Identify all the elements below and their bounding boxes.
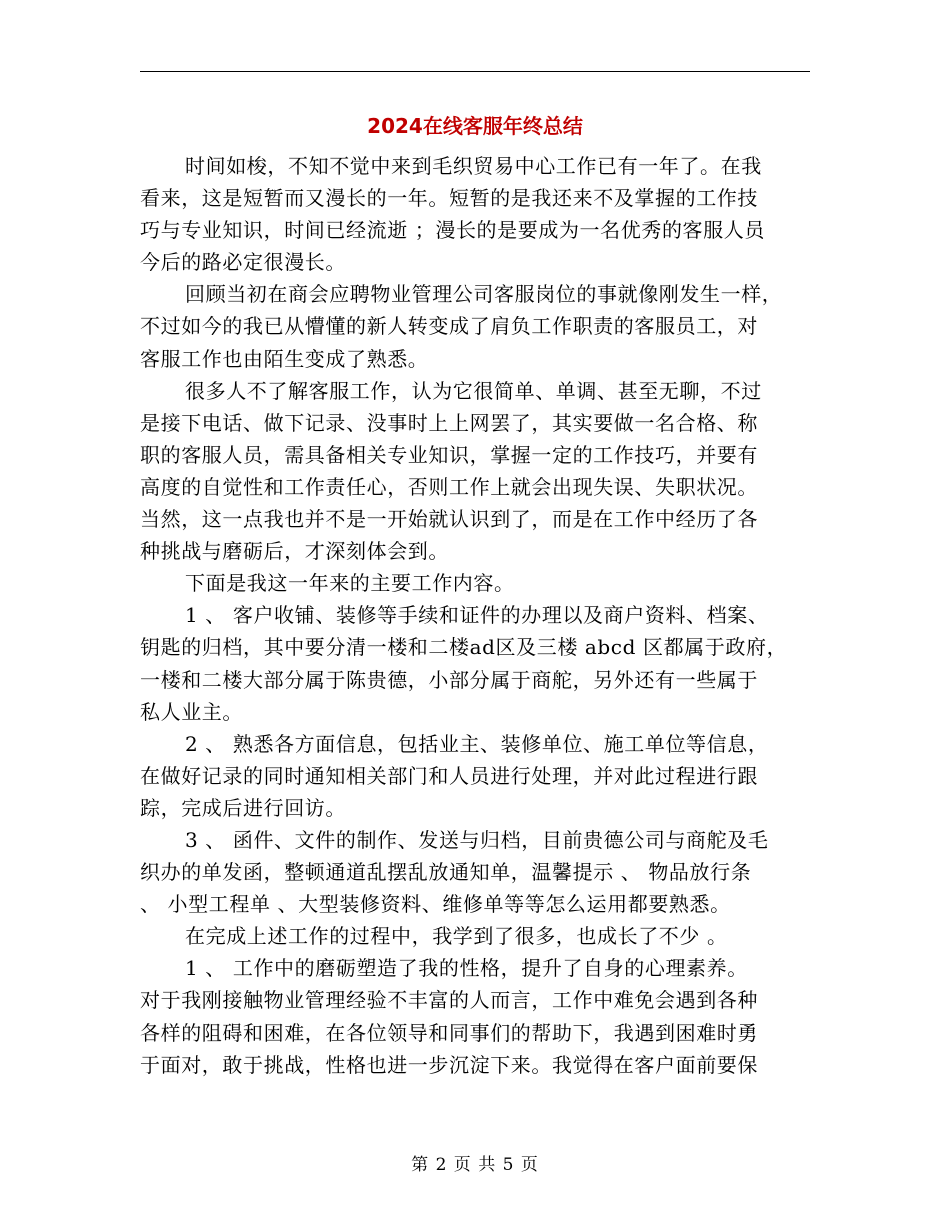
body-line: 是接下电话、做下记录、没事时上上网罢了，其实要做一名合格、称 [140,410,758,435]
body-line: 踪，完成后进行回访。 [140,795,346,820]
body-line: 钥匙的归档，其中要分清一楼和二楼ad区及三楼 abcd 区都属于政府， [140,635,788,660]
body-line: 下面是我这一年来的主要工作内容。 [185,571,515,596]
body-line: 私人业主。 [140,699,243,724]
body-line: 时间如梭，不知不觉中来到毛织贸易中心工作已有一年了。在我 [185,154,762,178]
document-body [140,150,810,1081]
body-line: 高度的自觉性和工作责任心，否则工作上就会出现失误、失职状况。 [140,474,758,499]
body-line: 1 、 客户收铺、装修等手续和证件的办理以及商户资料、档案、 [185,603,769,628]
body-line: 1 、 工作中的磨砺塑造了我的性格，提升了自身的心理素养。 [185,956,748,981]
body-line: 一楼和二楼大部分属于陈贵德，小部分属于商舵，另外还有一些属于 [140,667,758,692]
body-line: 种挑战与磨砺后，才深刻体会到。 [140,539,449,564]
body-line: 巧与专业知识，时间已经流逝 ；漫长的是要成为一名优秀的客服人员 [140,218,765,243]
body-line: 于面对，敢于挑战，性格也进一步沉淀下来。我觉得在客户面前要保 [140,1052,758,1077]
header-rule [140,71,810,72]
body-line: 、 小型工程单 、大型装修资料、维修单等等怎么运用都要熟悉。 [140,892,731,917]
body-line: 不过如今的我已从懵懂的新人转变成了肩负工作职责的客服员工，对 [140,314,758,339]
body-line: 3 、 函件、文件的制作、发送与归档，目前贵德公司与商舵及毛 [185,827,769,852]
body-line: 今后的路必定很漫长。 [140,250,346,275]
body-line: 对于我刚接触物业管理经验不丰富的人而言，工作中难免会遇到各种 [140,988,758,1013]
body-line: 织办的单发函，整顿通道乱摆乱放通知单，温馨提示 、 物品放行条 [140,860,752,885]
body-line: 在完成上述工作的过程中，我学到了很多，也成长了不少 。 [185,924,728,949]
body-line: 回顾当初在商会应聘物业管理公司客服岗位的事就像刚发生一样， [185,282,783,307]
body-line: 各样的阻碍和困难，在各位领导和同事们的帮助下，我遇到困难时勇 [140,1020,758,1045]
document-title: 2024在线客服年终总结 [367,114,583,138]
body-line: 职的客服人员，需具备相关专业知识，掌握一定的工作技巧，并要有 [140,442,758,467]
body-line: 看来，这是短暂而又漫长的一年。短暂的是我还来不及掌握的工作技 [140,186,758,211]
body-line: 在做好记录的同时通知相关部门和人员进行处理，并对此过程进行跟 [140,763,758,788]
body-line: 当然，这一点我也并不是一开始就认识到了，而是在工作中经历了各 [140,507,758,532]
page-footer: 第 2 页 共 5 页 [411,1155,539,1175]
body-line: 很多人不了解客服工作，认为它很简单、单调、甚至无聊，不过 [185,378,762,403]
body-line: 客服工作也由陌生变成了熟悉。 [140,346,429,371]
body-line: 2 、 熟悉各方面信息，包括业主、装修单位、施工单位等信息， [185,731,769,756]
